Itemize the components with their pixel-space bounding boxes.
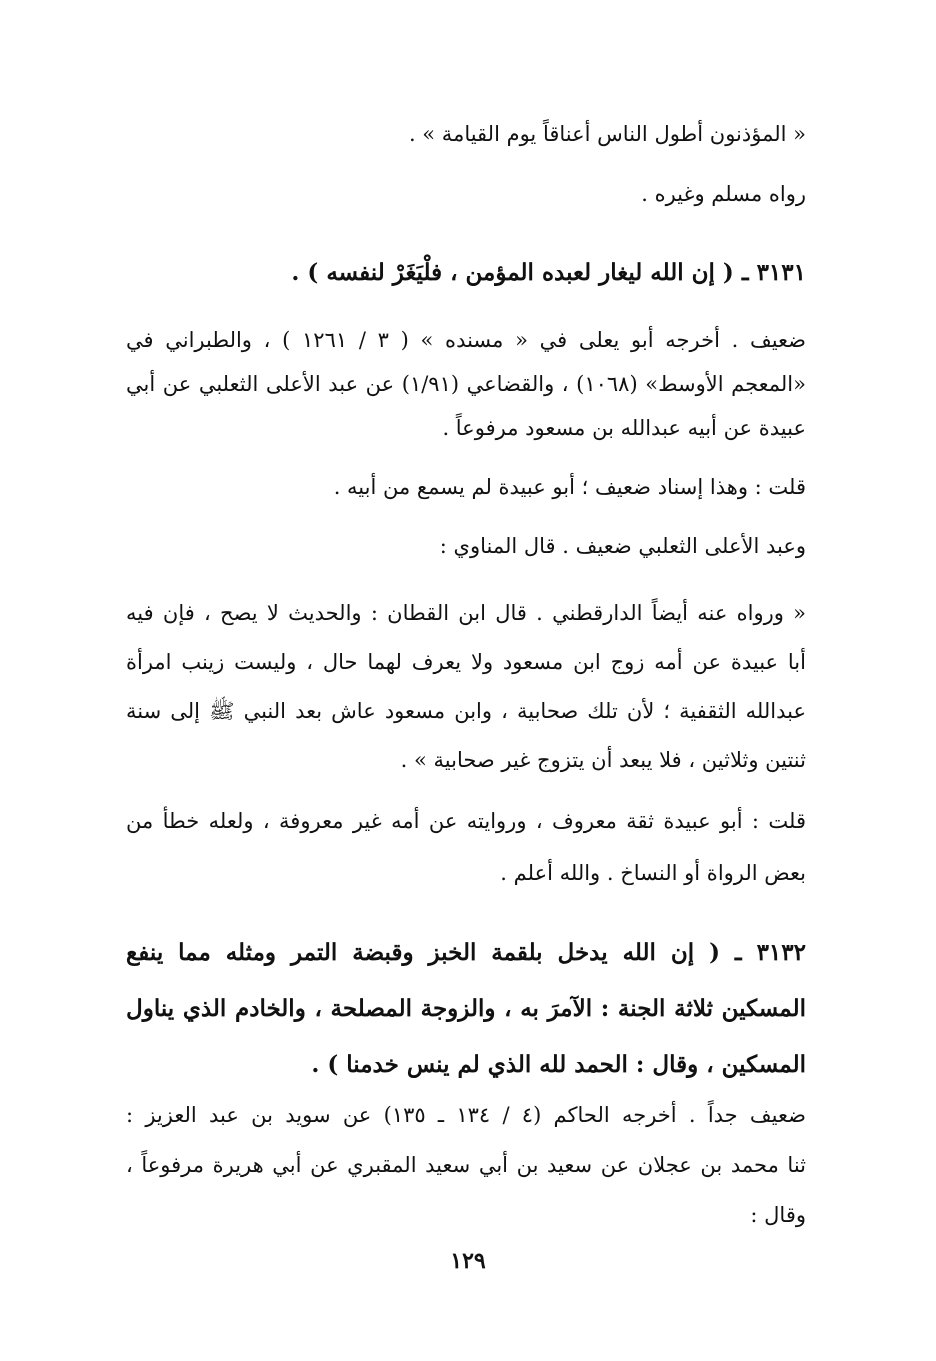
munawi-quote [126,589,806,785]
quote-line: أبا عبيدة عن أمه زوج ابن مسعود ولا يعرف لهما حال ، وليست زينب امرأة [126,650,806,674]
hadith-title-line: المسكين ثلاثة الجنة : الآمرَ به ، والزوجة المصلحة ، والخادم الذي يناول [126,995,806,1022]
hadith-3132-heading [126,925,806,1093]
conclusion [126,795,806,899]
conclusion-line: قلت : أبو عبيدة ثقة معروف ، وروايته عن أمه غير معروفة ، ولعله خطأ من [126,809,806,833]
takhrij-line: ضعيف جداً . أخرجه الحاكم (٤ / ١٣٤ ـ ١٣٥) عن سويد بن عبد العزيز : [126,1103,806,1127]
hadith-quote-line: « المؤذنون أطول الناس أعناقاً يوم القيامة » . [408,122,806,146]
intro-quote [126,120,806,148]
note-isnad [126,473,806,501]
takhrij-line: وقال : [750,1203,806,1227]
note-line: قلت : وهذا إسناد ضعيف ؛ أبو عبيدة لم يسمع من أبيه . [333,475,806,499]
note-line: وعبد الأعلى الثعلبي ضعيف . قال المناوي : [439,534,806,558]
quote-line: ثنتين وثلاثين ، فلا يبعد أن يتزوج غير صحابية » . [400,748,806,772]
hadith-title-line: ٣١٣٢ ـ ( إن الله يدخل بلقمة الخبز وقبضة التمر ومثله مما ينفع [126,939,806,966]
quote-line: عبدالله الثقفية ؛ لأن تلك صحابية ، وابن مسعود عاش بعد النبي ﷺ إلى سنة [126,699,806,723]
hadith-title-line: المسكين ، وقال : الحمد لله الذي لم ينس خدمنا ) . [311,1051,806,1078]
hadith-title-line: ٣١٣١ ـ ( إن الله ليغار لعبده المؤمن ، فلْيَغَرْ لنفسه ) . [291,259,806,286]
takhrij-line: ضعيف . أخرجه أبو يعلى في « مسنده » ( ٣ / ١٢٦١ ) ، والطبراني في [126,328,807,352]
takhrij-line: عبيدة عن أبيه عبدالله بن مسعود مرفوعاً . [442,416,806,440]
page-number: ١٢٩ [450,1248,486,1274]
quote-line: « ورواه عنه أيضاً الدارقطني . قال ابن القطان : والحديث لا يصح ، فإن فيه [126,601,806,625]
hadith-3131-takhrij [126,318,806,450]
intro-source [126,180,806,208]
conclusion-line: بعض الرواة أو النساخ . والله أعلم . [500,861,806,885]
hadith-3132-takhrij [126,1090,806,1240]
takhrij-line: ثنا محمد بن عجلان عن سعيد بن أبي سعيد المقبري عن أبي هريرة مرفوعاً ، [126,1153,806,1177]
note-munawi-intro [126,532,806,560]
takhrij-line: «المعجم الأوسط» (١٠٦٨) ، والقضاعي (١/٩١) عن عبد الأعلى الثعلبي عن أبي [126,372,806,396]
source-line: رواه مسلم وغيره . [641,182,806,206]
hadith-3131-heading [126,259,806,287]
